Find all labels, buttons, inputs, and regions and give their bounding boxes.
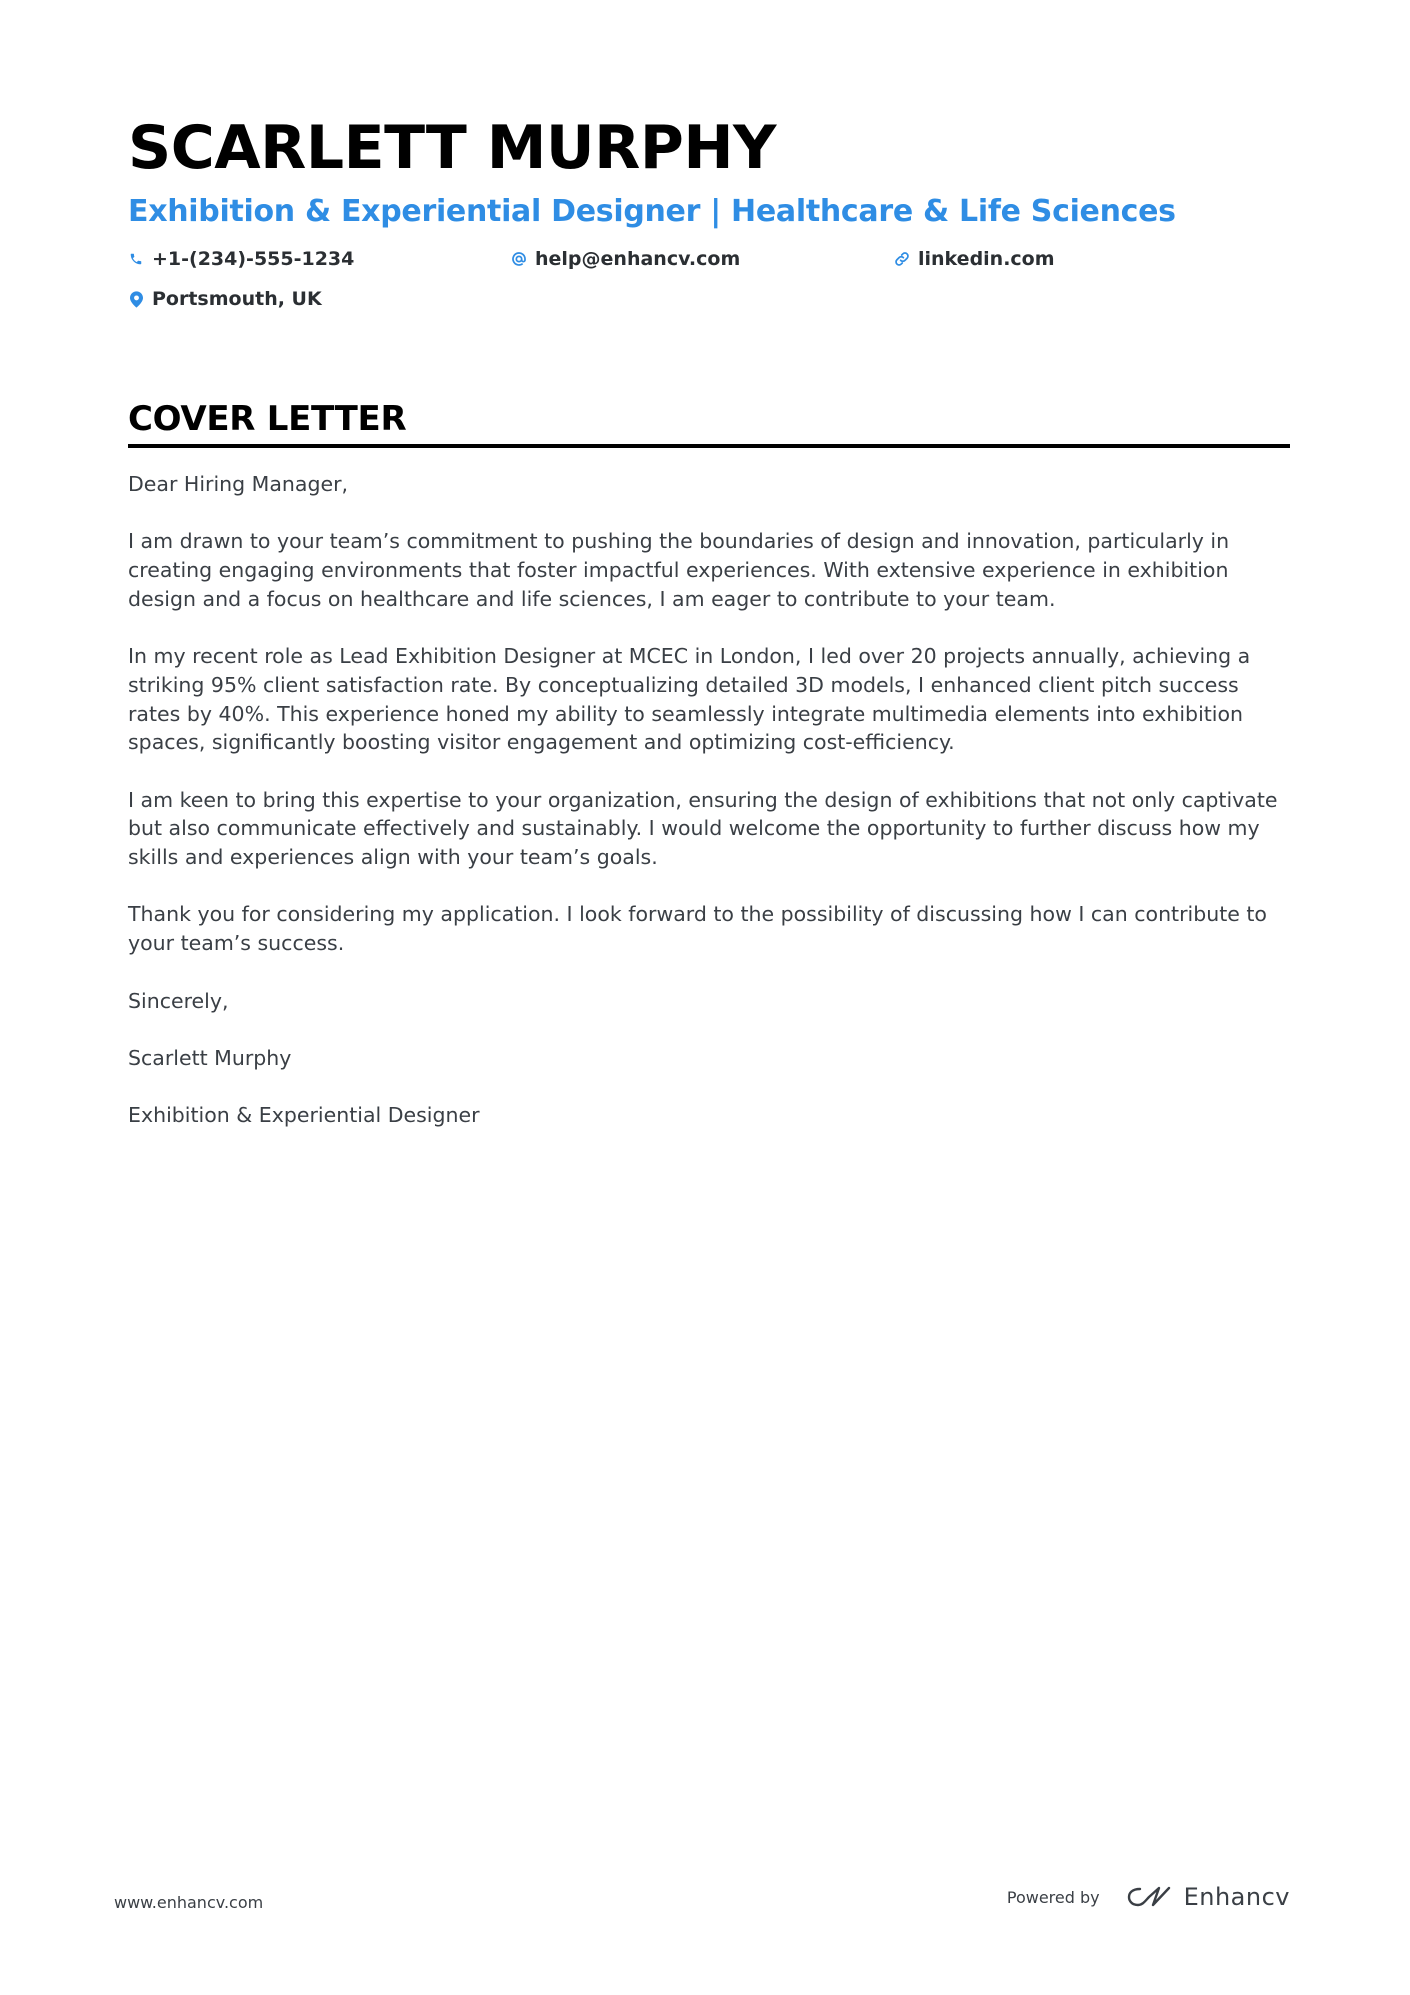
contact-linkedin[interactable] bbox=[894, 246, 1277, 272]
letter-paragraph: I am drawn to your team’s commitment to pushing the boundaries of design and innovation, particularly in creating engaging environments that foster impactful experiences. With extensive experience in exhibition design and a focus on healthcare and life sciences, I am eager to contribute to your team. bbox=[128, 529, 1230, 611]
signature-title: Exhibition & Experiential Designer bbox=[128, 1103, 480, 1128]
candidate-name: SCARLETT MURPHY bbox=[128, 113, 776, 183]
letter-paragraph: Thank you for considering my application. I look forward to the possibility of discussing how I can contribute to your team’s success. bbox=[128, 902, 1267, 956]
contact-phone-text: +1-(234)-555-1234 bbox=[152, 248, 355, 270]
letter-greeting: Dear Hiring Manager, bbox=[128, 472, 349, 496]
section-divider bbox=[128, 444, 1290, 448]
location-pin-icon bbox=[128, 290, 144, 308]
letter-body bbox=[128, 470, 1290, 1130]
brand-name: Enhancv bbox=[1183, 1883, 1290, 1911]
footer-branding[interactable] bbox=[1007, 1883, 1290, 1911]
link-icon bbox=[894, 250, 910, 268]
contact-email[interactable] bbox=[511, 246, 894, 272]
powered-by-label: Powered by bbox=[1006, 1887, 1100, 1907]
contact-linkedin-text[interactable]: linkedin.com bbox=[918, 248, 1055, 270]
phone-icon bbox=[128, 250, 144, 268]
enhancv-logo-icon bbox=[1126, 1884, 1172, 1910]
contact-location bbox=[128, 286, 511, 312]
contact-phone bbox=[128, 246, 511, 272]
contact-location-text: Portsmouth, UK bbox=[152, 288, 322, 310]
section-title: COVER LETTER bbox=[128, 399, 407, 439]
letter-paragraph: I am keen to bring this expertise to your organization, ensuring the design of exhibitions that not only captivate but also communicate effectively and sustainably. I would welcome the opportunity to further discuss how my skills and experiences align with your team’s goals. bbox=[128, 787, 1278, 870]
contact-email-text[interactable]: help@enhancv.com bbox=[535, 248, 741, 270]
signature-name: Scarlett Murphy bbox=[128, 1045, 292, 1070]
footer-website[interactable]: www.enhancv.com bbox=[114, 1893, 264, 1912]
cover-letter-page bbox=[128, 112, 1290, 1159]
letter-closing: Sincerely, bbox=[128, 988, 229, 1013]
letter-paragraph: In my recent role as Lead Exhibition Designer at MCEC in London, I led over 20 projects annually, achieving a striking 95% client satisfaction rate. By conceptualizing detailed 3D models, I enhanced client pitch success rates by 40%. This experience honed my ability to seamlessly integrate multimedia elements into exhibition spaces, significantly boosting visitor engagement and optimizing cost-efficiency. bbox=[128, 644, 1251, 755]
candidate-headline: Exhibition & Experiential Designer | Healthcare & Life Sciences bbox=[128, 194, 1176, 229]
contact-info bbox=[128, 246, 1290, 312]
at-icon bbox=[511, 250, 527, 268]
